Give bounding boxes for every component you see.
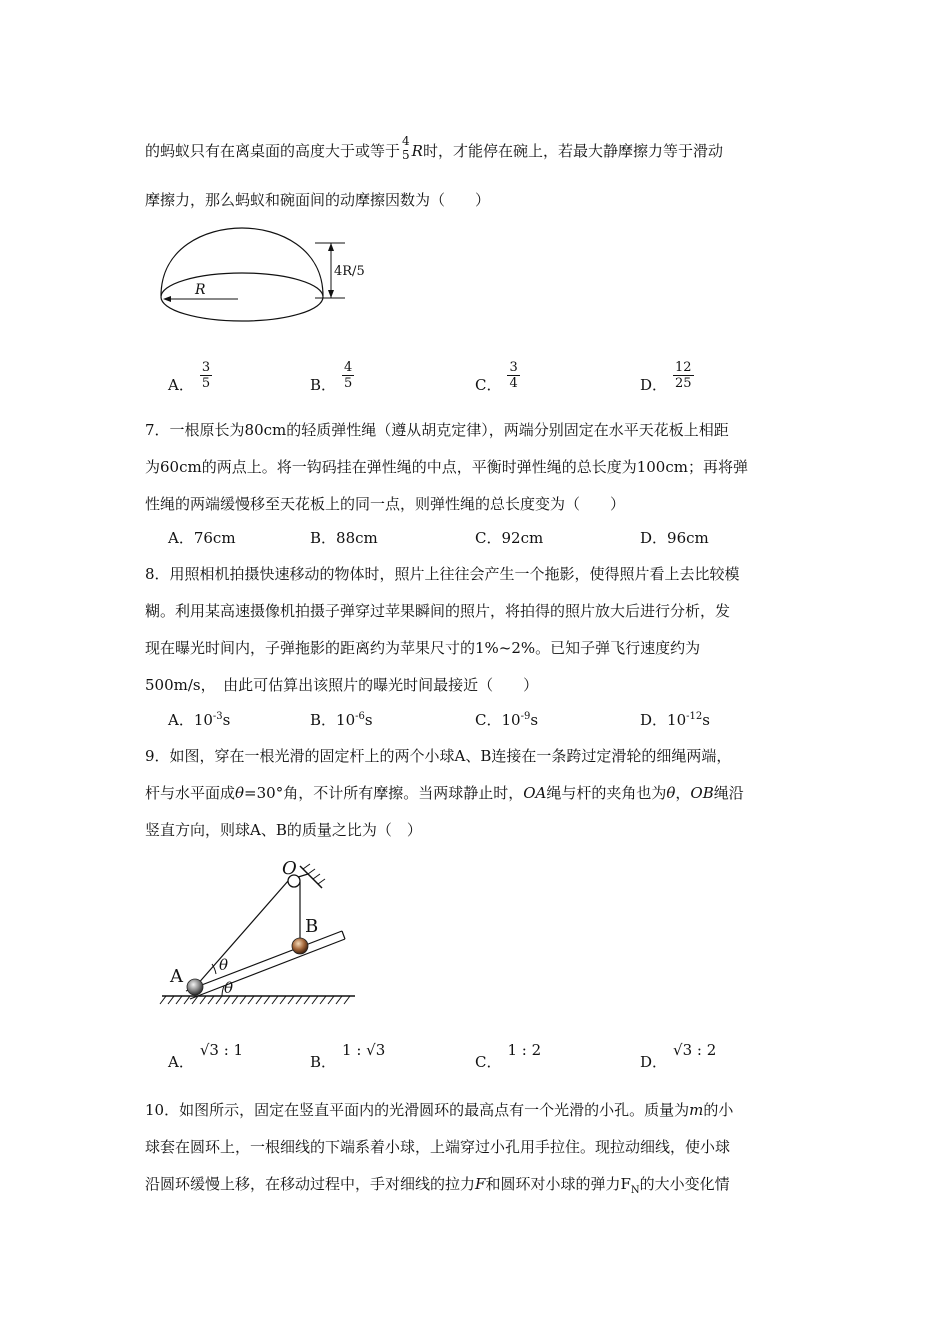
- q7-line-2: 为60cm的两点上。将一钩码挂在弹性绳的中点，平衡时弹性绳的总长度为100cm；再将弹: [145, 458, 748, 476]
- label-theta-upper: θ: [219, 956, 229, 974]
- q7-option-b[interactable]: B．88cm: [310, 529, 378, 547]
- q10-line-3: 沿圆环缓慢上移，在移动过程中，手对细线的拉力F和圆环对小球的弹力$F_N$的大小变化情: [145, 1175, 730, 1196]
- q8-option-b[interactable]: B．$10^{-6}s$: [310, 711, 373, 729]
- q6-height-fraction: 4 5: [402, 134, 410, 162]
- q7-option-c[interactable]: C．92cm: [475, 529, 544, 547]
- q7-line-3: 性绳的两端缓慢移至天花板上的同一点，则弹性绳的总长度变为（ ）: [145, 495, 626, 513]
- q8-line-4: 500m/s， 由此可估算出该照片的曝光时间最接近（ ）: [145, 676, 539, 694]
- q6-option-d[interactable]: D． $\frac{12}{25}$: [640, 360, 692, 394]
- q6-option-c[interactable]: C． $\frac{3}{4}$: [475, 360, 518, 394]
- q8-option-c[interactable]: C．$10^{-9}s$: [475, 711, 539, 729]
- q6-option-b[interactable]: B． $\frac{4}{5}$: [310, 360, 353, 394]
- bowl-height-label: 4R/5: [334, 264, 365, 279]
- q10-line-2: 球套在圆环上，一根细线的下端系着小球，上端穿过小孔用手拉住。现拉动细线，使小球: [145, 1138, 731, 1156]
- q10-line-1: 10．如图所示，固定在竖直平面内的光滑圆环的最高点有一个光滑的小孔。质量为m的小: [145, 1101, 734, 1119]
- q9-option-d[interactable]: D．√3 : 2: [640, 1041, 717, 1071]
- bowl-figure: [155, 222, 375, 332]
- label-o: O: [282, 858, 297, 879]
- q9-option-b[interactable]: B．1 : √3: [310, 1041, 386, 1071]
- pulley-figure: [150, 852, 370, 1012]
- q7-option-d[interactable]: D．96cm: [640, 529, 709, 547]
- q9-option-c[interactable]: C．1 : 2: [475, 1041, 542, 1071]
- q6-line-2: 摩擦力，那么蚂蚁和碗面间的动摩擦因数为（ ）: [145, 191, 491, 209]
- q7-line-1: 7．一根原长为80cm的轻质弹性绳（遵从胡克定律），两端分别固定在水平天花板上相距: [145, 421, 729, 439]
- q9-line-1: 9．如图，穿在一根光滑的固定杆上的两个小球A、B连接在一条跨过定滑轮的细绳两端，: [145, 747, 732, 765]
- q8-option-a[interactable]: A．$10^{-3}s$: [168, 711, 231, 729]
- q8-line-2: 糊。利用某高速摄像机拍摄子弹穿过苹果瞬间的照片，将拍得的照片放大后进行分析，发: [145, 602, 731, 620]
- ball-b: [292, 938, 308, 954]
- q6-option-a[interactable]: A． $\frac{3}{5}$: [168, 360, 211, 394]
- q9-option-a[interactable]: A．√3 : 1: [168, 1041, 244, 1071]
- q6-line-1: 的蚂蚁只有在离桌面的高度大于或等于 4 5 R时，才能停在碗上，若最大静摩擦力等于滑动: [145, 134, 723, 162]
- label-a: A: [170, 966, 183, 987]
- q8-line-1: 8．用照相机拍摄快速移动的物体时，照片上往往会产生一个拖影，使得照片看上去比较模: [145, 565, 740, 583]
- label-b: B: [305, 916, 319, 937]
- label-theta-lower: θ: [224, 979, 234, 997]
- bowl-radius-label: R: [195, 282, 206, 298]
- q9-line-2: 杆与水平面成θ=30°角，不计所有摩擦。当两球静止时，OA绳与杆的夹角也为θ，OB绳沿: [145, 784, 744, 802]
- q8-option-d[interactable]: D．$10^{-12}s$: [640, 711, 710, 729]
- q7-option-a[interactable]: A．76cm: [168, 529, 236, 547]
- q9-line-3: 竖直方向，则球A、B的质量之比为（ ）: [145, 821, 422, 839]
- ball-a: [187, 979, 203, 995]
- q8-line-3: 现在曝光时间内，子弹拖影的距离约为苹果尺寸的1%~2%。已知子弹飞行速度约为: [145, 639, 701, 657]
